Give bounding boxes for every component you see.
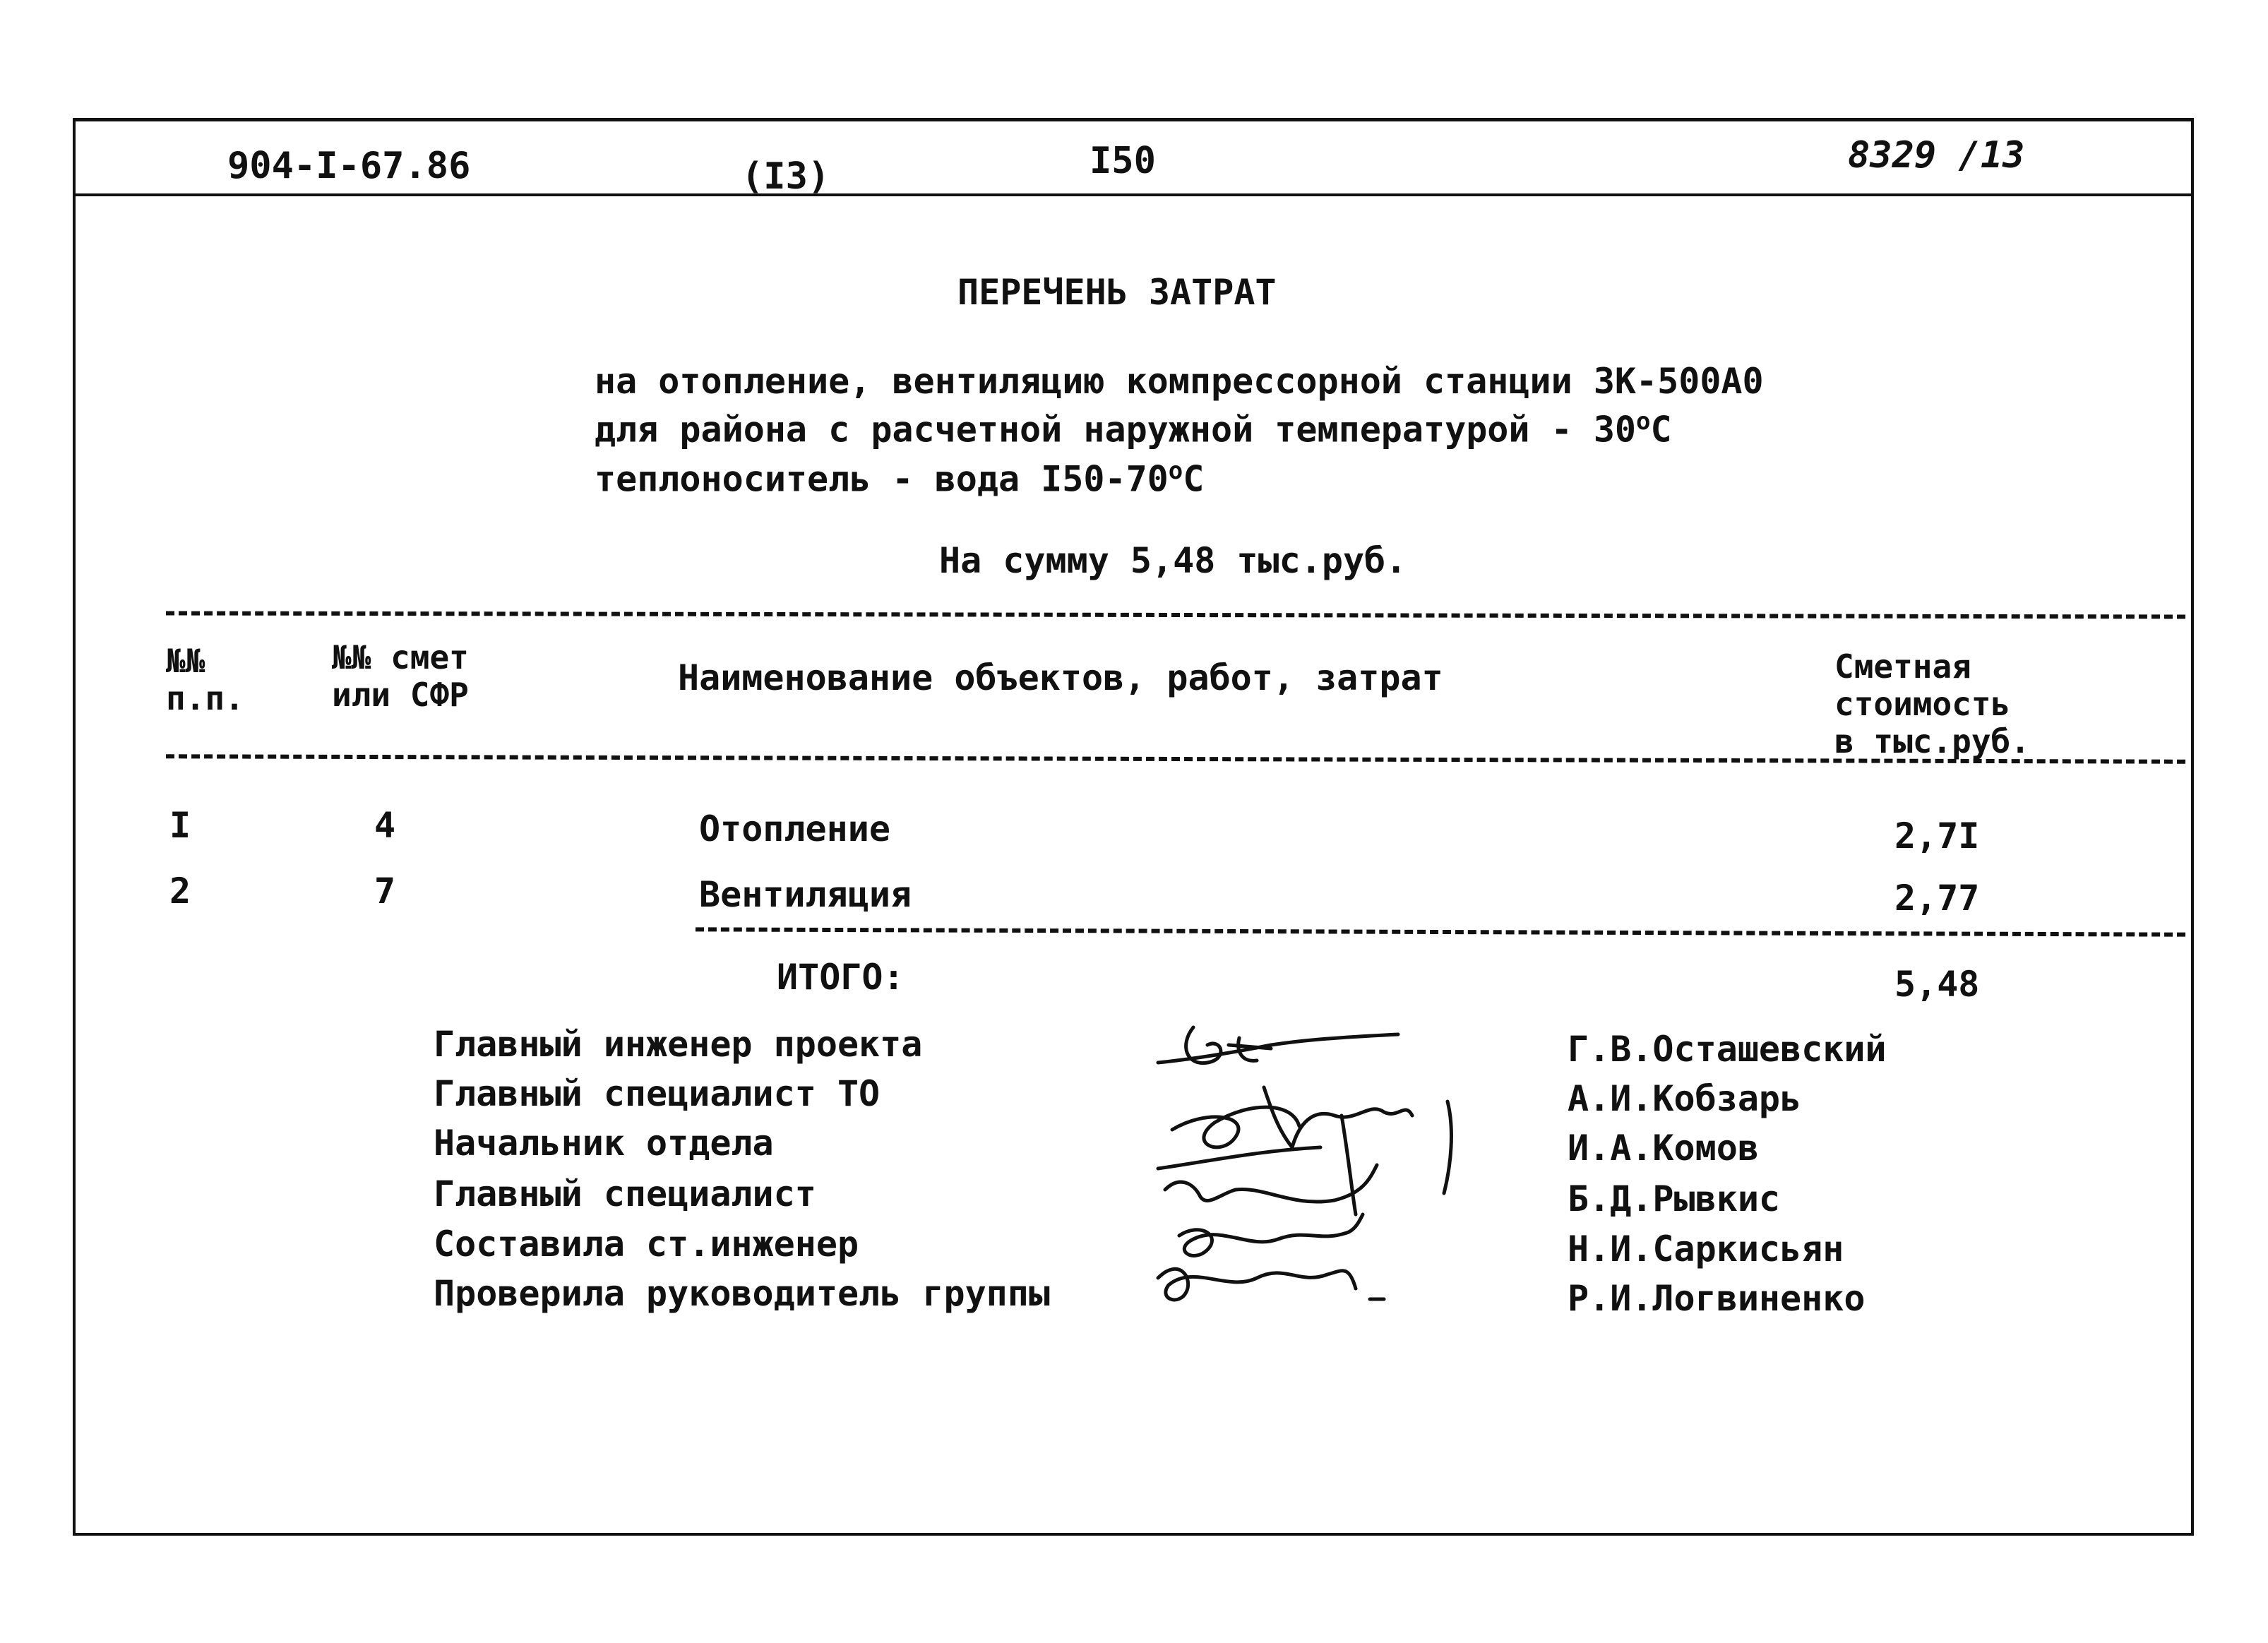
col-header-estimate: №№ смет или СФР <box>332 638 469 714</box>
handwritten-signatures <box>1087 996 1483 1334</box>
signature-name: Г.В.Осташевский <box>1568 1029 1887 1070</box>
total-sum-line: На сумму 5,48 тыс.руб. <box>939 540 1407 581</box>
page-title: ПЕРЕЧЕНЬ ЗАТРАТ <box>957 272 1277 313</box>
signature-name: Б.Д.Рывкис <box>1568 1178 1781 1219</box>
total-value: 5,48 <box>1894 964 1980 1005</box>
row-number: I <box>169 805 191 846</box>
signature-name: Н.И.Саркисьян <box>1568 1229 1844 1269</box>
archive-number: 8329 /13 <box>1848 134 2025 177</box>
row-estimate: 7 <box>374 871 396 912</box>
row-cost: 2,7I <box>1894 815 1980 856</box>
subtitle-line-1: на отопление, вентиляцию компрессорной станции 3К-500А0 <box>595 361 1764 402</box>
signature-name: Р.И.Логвиненко <box>1568 1278 1866 1319</box>
signature-role: Начальник отдела <box>434 1123 774 1164</box>
doc-number: 904-I-67.86 <box>227 145 471 187</box>
signature-name: И.А.Комов <box>1568 1128 1759 1169</box>
subtitle-line-2: для района с расчетной наружной температурой - 30$^o$С <box>595 407 1672 450</box>
row-number: 2 <box>169 871 191 912</box>
row-name: Вентиляция <box>699 874 912 915</box>
header-divider <box>73 193 2194 196</box>
signature-name: А.И.Кобзарь <box>1568 1078 1802 1119</box>
row-cost: 2,77 <box>1894 878 1980 919</box>
signature-role: Составила ст.инженер <box>434 1224 859 1265</box>
signature-role: Главный специалист <box>434 1173 816 1214</box>
signature-role: Проверила руководитель группы <box>434 1273 1050 1314</box>
col-header-cost: Сметная стоимость в тыс.руб. <box>1834 647 2030 760</box>
col-header-number: №№ п.п. <box>166 642 244 717</box>
page-number: I50 <box>1090 140 1156 182</box>
row-estimate: 4 <box>374 805 396 846</box>
subtitle-line-3: теплоноситель - вода I50-70$^o$С <box>595 457 1205 500</box>
col-header-name: Наименование объектов, работ, затрат <box>678 657 1443 698</box>
total-label: ИТОГО: <box>777 957 905 998</box>
row-name: Отопление <box>699 808 890 849</box>
signature-role: Главный инженер проекта <box>434 1024 923 1065</box>
sheet-index: (I3) <box>741 155 830 198</box>
signature-role: Главный специалист ТО <box>434 1073 881 1114</box>
